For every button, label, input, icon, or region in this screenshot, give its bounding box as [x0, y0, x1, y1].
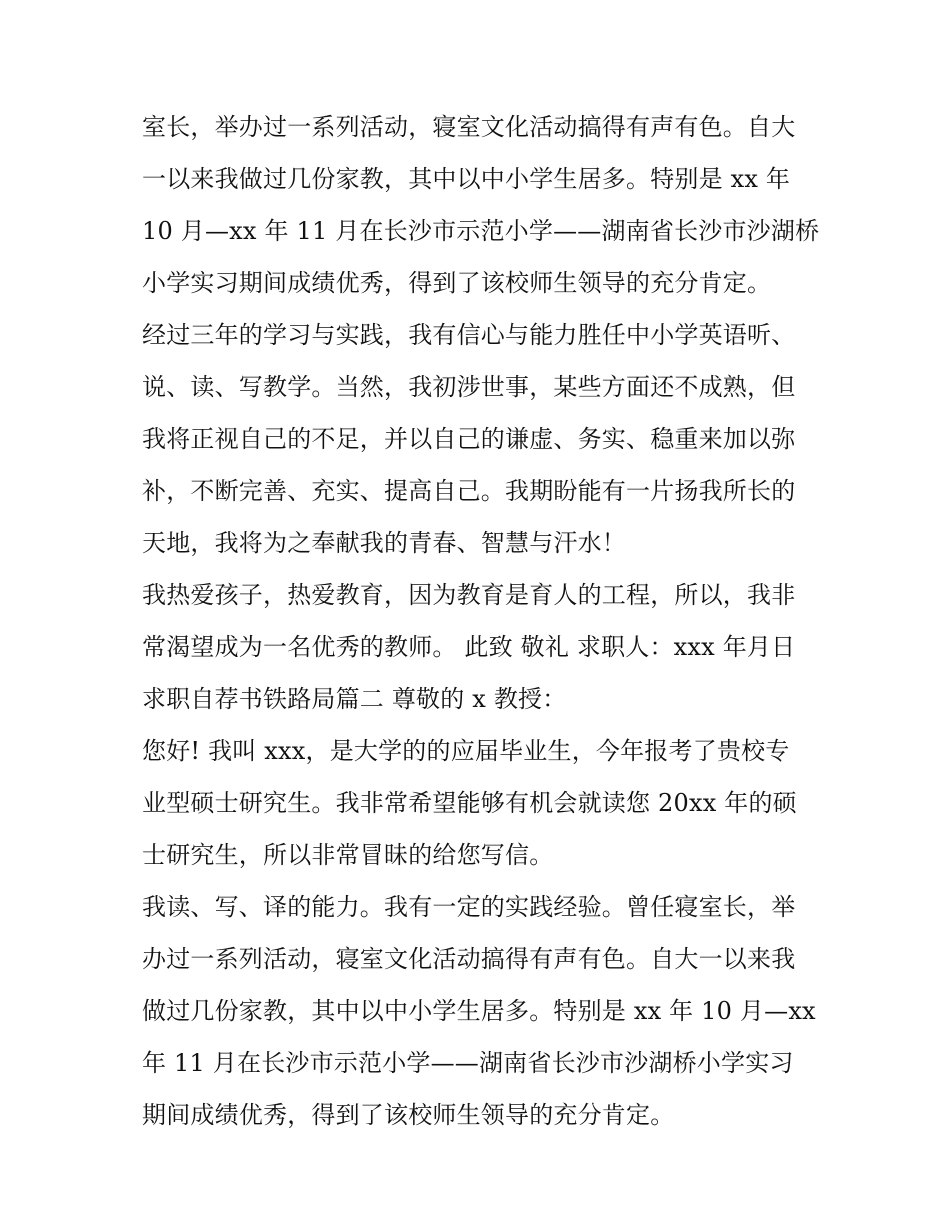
text-line: 我读、写、译的能力。我有一定的实践经验。曾任寝室长，举	[142, 893, 796, 921]
text-line: 我热爱孩子，热爱教育，因为教育是育人的工程，所以，我非	[142, 581, 796, 609]
text-line: 一以来我做过几份家教，其中以中小学生居多。特别是 xx 年	[142, 165, 791, 193]
text-line: 年 11 月在长沙市示范小学——湖南省长沙市沙湖桥小学实习	[142, 1049, 794, 1077]
text-line: 天地，我将为之奉献我的青春、智慧与汗水！	[142, 529, 626, 557]
text-line: 做过几份家教，其中以中小学生居多。特别是 xx 年 10 月—xx	[142, 997, 816, 1025]
text-line: 常渴望成为一名优秀的教师。 此致 敬礼 求职人：xxx 年月日	[142, 633, 796, 661]
text-line: 10 月—xx 年 11 月在长沙市示范小学——湖南省长沙市沙湖桥	[142, 217, 820, 245]
text-line: 我将正视自己的不足，并以自己的谦虚、务实、稳重来加以弥	[142, 425, 796, 453]
text-line: 您好! 我叫 xxx，是大学的的应届毕业生，今年报考了贵校专	[142, 737, 790, 765]
text-line: 补，不断完善、充实、提高自己。我期盼能有一片扬我所长的	[142, 477, 796, 505]
text-line: 说、读、写教学。当然，我初涉世事，某些方面还不成熟，但	[142, 373, 796, 401]
text-line: 室长，举办过一系列活动，寝室文化活动搞得有声有色。自大	[142, 113, 796, 141]
text-line: 小学实习期间成绩优秀，得到了该校师生领导的充分肯定。	[142, 269, 772, 297]
text-line: 办过一系列活动，寝室文化活动搞得有声有色。自大一以来我	[142, 945, 796, 973]
text-line: 求职自荐书铁路局篇二 尊敬的 x 教授：	[142, 685, 567, 713]
text-line: 经过三年的学习与实践，我有信心与能力胜任中小学英语听、	[142, 321, 796, 349]
text-line: 期间成绩优秀，得到了该校师生领导的充分肯定。	[142, 1101, 675, 1129]
text-line: 士研究生，所以非常冒昧的给您写信。	[142, 841, 554, 869]
text-line: 业型硕士研究生。我非常希望能够有机会就读您 20xx 年的硕	[142, 789, 797, 817]
